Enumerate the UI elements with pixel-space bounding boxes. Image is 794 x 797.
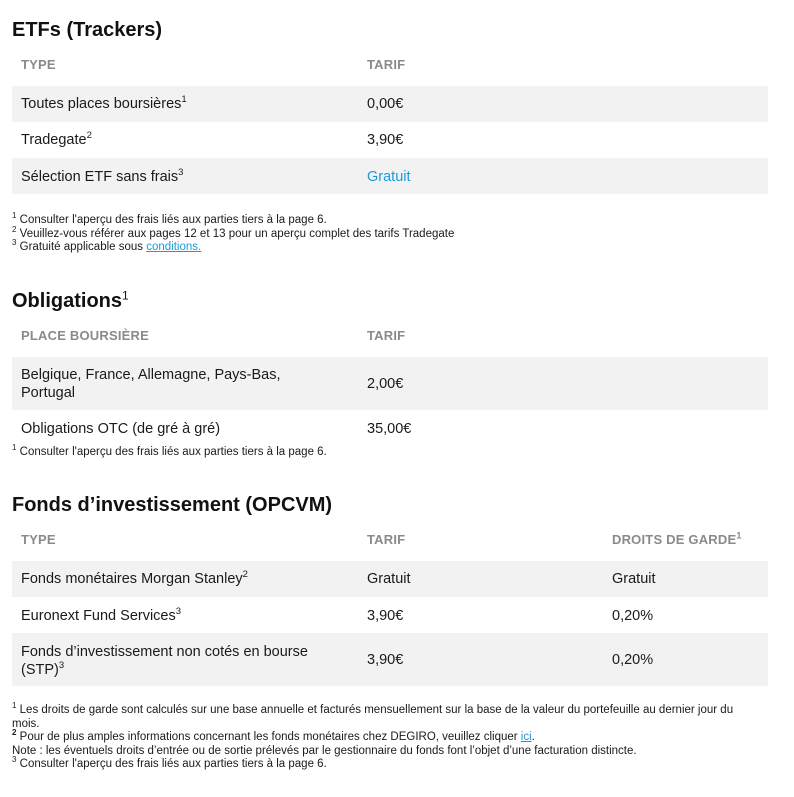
fonds-row-3-droits: 0,20%: [612, 652, 654, 668]
obligations-title: Obligations$^1$: [12, 288, 129, 312]
footnote: $^3$ Consulter l'aperçu des frais liés aux parties tiers à la page 6.: [12, 755, 327, 771]
obligations-col-tarif: TARIF: [367, 328, 406, 343]
fonds-notes: [12, 701, 757, 772]
obligations-row-2-tarif: 35,00€: [367, 421, 412, 437]
footnote: $^3$ Gratuité applicable sous conditions.: [12, 238, 202, 254]
fonds-row-2-droits: 0,20%: [612, 608, 654, 624]
etf-row-2-type: Tradegate$^2$: [21, 130, 92, 148]
footnote: $^1$ Les droits de garde sont calculés sur une base annuelle et facturés mensuellement sur la base de la valeur du portefeuille au dernier jour du mois.: [12, 701, 734, 730]
fonds-col-type: TYPE: [21, 532, 56, 547]
fonds-row-1-droits: Gratuit: [612, 571, 656, 587]
etf-row-3-type: Sélection ETF sans frais$^3$: [21, 167, 184, 185]
fonds-row-3-tarif: 3,90€: [367, 652, 404, 668]
footnote: $^1$ Consulter l'aperçu des frais liés aux parties tiers à la page 6.: [12, 443, 327, 458]
etf-row-2-tarif: 3,90€: [367, 132, 404, 148]
fonds-row-1-type: Fonds monétaires Morgan Stanley$^2$: [21, 569, 248, 587]
footnote: $^2$ Veuillez-vous référer aux pages 12 et 13 pour un aperçu complet des tarifs Tradegate: [12, 224, 455, 240]
fonds-col-tarif: TARIF: [367, 532, 406, 547]
footnote: $^2$ Pour de plus amples informations concernant les fonds monétaires chez DEGIRO, veuillez cliquer ici.: [12, 728, 535, 744]
fonds-row-1-tarif: Gratuit: [367, 571, 411, 587]
footnote: $^1$ Consulter l'aperçu des frais liés aux parties tiers à la page 6.: [12, 211, 327, 226]
fonds-row-2-tarif: 3,90€: [367, 608, 404, 624]
obligations-row-1-place: Belgique, France, Allemagne, Pays-Bas, Portugal: [21, 367, 281, 401]
etf-title: ETFs (Trackers): [12, 19, 163, 41]
ici-link[interactable]: ici: [520, 731, 532, 744]
etf-row-1-type: Toutes places boursières$^1$: [21, 94, 187, 112]
etf-row-1-tarif: 0,00€: [367, 96, 404, 112]
fonds-col-droits: DROITS DE GARDE$^1$: [612, 530, 742, 547]
obligations-row-2-place: Obligations OTC (de gré à gré): [21, 421, 221, 437]
fonds-row-2-type: Euronext Fund Services$^3$: [21, 606, 182, 624]
obligations-row-1-tarif: 2,00€: [367, 376, 404, 392]
obligations-notes: [12, 443, 327, 460]
footnote: Note : les éventuels droits d’entrée ou de sortie prélevés par le gestionnaire du fonds font l’objet d’une facturation distincte.: [12, 744, 637, 757]
fonds-title: Fonds d’investissement (OPCVM): [12, 494, 333, 516]
fonds-row-3-type: Fonds d’investissement non cotés en bourse (STP)$^3$: [21, 644, 308, 678]
etf-col-type: TYPE: [21, 57, 56, 72]
conditions-link[interactable]: conditions.: [146, 241, 202, 254]
etf-row-3-tarif-link[interactable]: Gratuit: [367, 169, 411, 185]
etf-notes: [12, 211, 455, 255]
obligations-col-place: PLACE BOURSIÈRE: [21, 328, 149, 343]
etf-col-tarif: TARIF: [367, 57, 406, 72]
